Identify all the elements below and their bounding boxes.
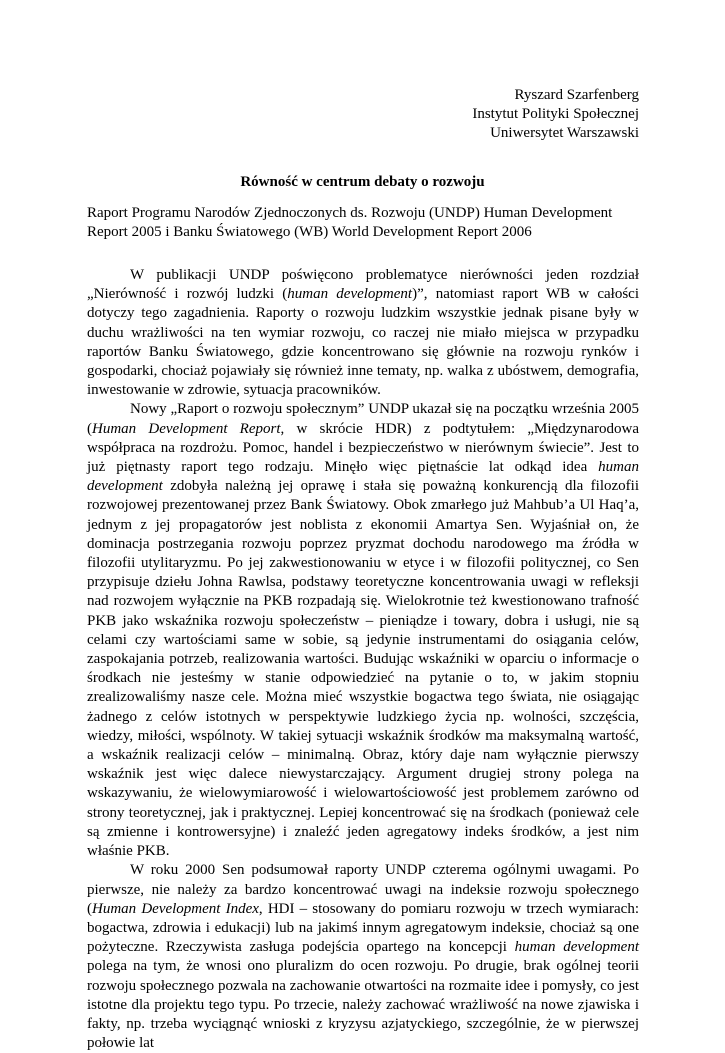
italic-term: human development	[287, 286, 413, 303]
text-run: zdobyła należną jej oprawę i stała się poważną konkurencją dla filozofii rozwojowej prezentowanej przez Bank Światowy. Obok zmarłego już Mahbub’a Ul Haq’a, jednym z jej propagatorów jest noblista z ekonomii Amartya Sen. Wyjaśniał on, że dominacja postrzegania rozwoju poprzez pryzmat dochodu narodowego ma źródła w filozofii utylitaryzmu. Po jej zakwestionowaniu w etyce i w filozofii politycznej, co Sen przypisuje dziełu Johna Rawlsa, podstawy teoretyczne koncentrowania uwagi w refleksji nad rozwojem wyłącznie na PKB rozpadają się. Wielokrotnie też kwestionowano trafność PKB jako wskaźnika rozwoju społeczeństw – pieniądze i towary, dobra i usługi, nie są celami czy wartościami same w sobie, są jedynie instrumentami do osiągania celów, zaspokajania potrzeb, realizowania wartości. Budując wskaźniki w oparciu o informacje o środkach nie jesteśmy w stanie odpowiedzieć na pytanie o to, w jakim stopniu zrealizowaliśmy nasze cele. Można mieć wszystkie bogactwa tego świata, nie osiągając żadnego z celów istotnych w perspektywie ludzkiego życia np. wolności, szczęścia, wiedzy, miłości, wspólnoty. W takiej sytuacji wskaźnik środków ma maksymalną wartość, a wskaźnik realizacji celów – minimalną. Obraz, który daje nam wyłącznie pierwszy wskaźnik jest więc dalece niewystarczający. Argument drugiej strony polega na wskazywaniu, że wielowymiarowość i wielowartościowość jest problemem zarówno od strony teoretycznej, jak i praktycznej. Lepiej koncentrować się na środkach (ponieważ cele są zmienne i kontrowersyjne) i znaleźć jeden agregatowy indeks środków, a jest nim właśnie PKB.	[87, 478, 639, 860]
document-subtitle: Raport Programu Narodów Zjednoczonych ds. Rozwoju (UNDP) Human Development Report 2005 i Banku Światowego (WB) World Development Report 2006	[87, 205, 613, 240]
document-body	[87, 266, 639, 1053]
author-institute: Instytut Polityki Społecznej	[472, 106, 639, 122]
document-title: Równość w centrum debaty o rozwoju	[240, 174, 485, 190]
text-run: )”, natomiast raport WB w całości dotyczy tego zagadnienia. Raporty o rozwoju ludzkim wszystkie jednak pisane były w duchu wrażliwości na ten wymiar rozwoju, co raczej nie miało miejsca w przypadku raportów Banku Światowego, gdzie koncentrowano się głównie na rozwoju rynków i gospodarki, chociaż pojawiały się również inne tematy, np. walka z ubóstwem, demografia, inwestowanie w zdrowie, sytuacja pracowników.	[87, 286, 639, 399]
text-run: polega na tym, że wnosi ono pluralizm do ocen rozwoju. Po drugie, brak ogólnej teorii rozwoju społecznego pozwala na zachowanie otwartości na rozmaite idee i pomysły, co jest istotne dla projektu tego typu. Po trzecie, należy zachować wrażliwość na nowe zjawiska i fakty, np. trzeba wyciągnąć wnioski z kryzysu azjatyckiego, szczególnie, że w pierwszej połowie lat	[87, 958, 639, 1052]
italic-term: human development	[87, 459, 639, 495]
text-run: Nowy „Raport o rozwoju społecznym” UNDP ukazał się na początku września 2005 (	[87, 401, 639, 437]
author-name: Ryszard Szarfenberg	[514, 87, 639, 103]
italic-term: Human Development Report	[92, 420, 281, 437]
italic-term: Human Development Index	[92, 900, 259, 917]
paragraph-2	[87, 400, 639, 861]
text-run: W publikacji UNDP poświęcono problematyce nierówności jeden rozdział „Nierówność i rozwój ludzki (	[87, 267, 639, 303]
text-run: W roku 2000 Sen podsumował raporty UNDP czterema ogólnymi uwagami. Po pierwsze, nie należy za bardzo koncentrować uwagi na indeksie rozwoju społecznego (	[87, 862, 639, 917]
text-run: , w skrócie HDR) z podtytułem: „Międzynarodowa współpraca na rozdrożu. Pomoc, handel i bezpieczeństwo w nierównym świecie”. Jest to już piętnasty raport tego rodzaju. Minęło więc piętnaście lat odkąd idea	[87, 420, 640, 476]
text-run: , HDI – stosowany do pomiaru rozwoju w trzech wymiarach: bogactwa, zdrowia i edukacji) lub na jakimś innym agregatowym indeksie, chociaż są one pożyteczne. Rzeczywista zasługa podejścia opartego na koncepcji	[87, 900, 639, 956]
paragraph-3	[87, 861, 639, 1053]
author-block	[472, 86, 639, 143]
paragraph-1	[87, 266, 639, 400]
author-university: Uniwersytet Warszawski	[490, 125, 639, 141]
italic-term: human development	[514, 939, 639, 956]
